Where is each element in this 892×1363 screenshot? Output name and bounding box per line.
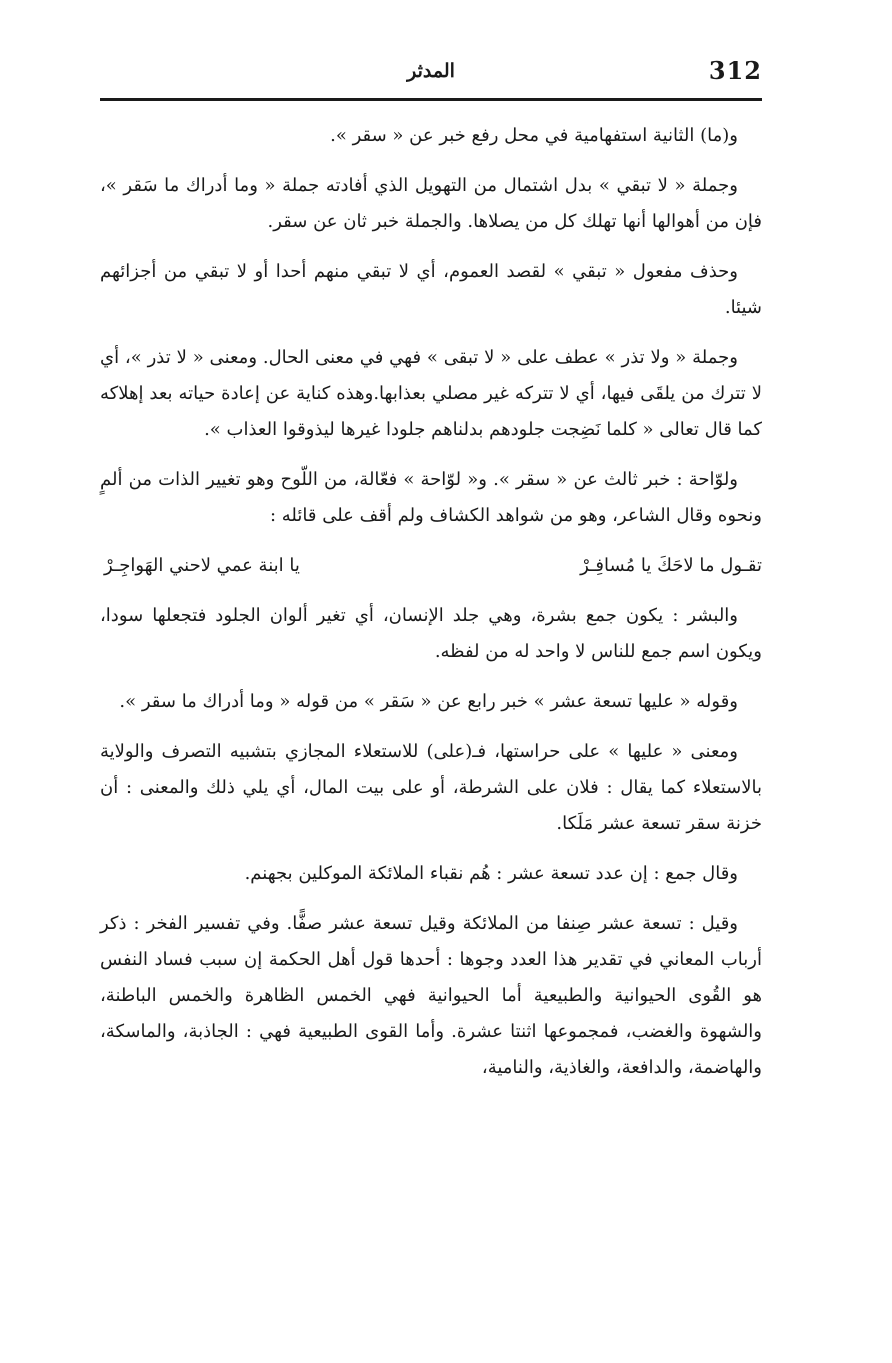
paragraph: والبشر : يكون جمع بشرة، وهي جلد الإنسان، أي تغير ألوان الجلود فتجعلها سودا، ويكون اسم جمع للناس لا واحد له من لفظه.: [100, 605, 762, 662]
verse-first-hemistich: تقـول ما لاحَكَ يا مُسافِـرْ: [580, 555, 762, 576]
paragraph: وقيل : تسعة عشر صِنفا من الملائكة وقيل تسعة عشر صفًّا. وفي تفسير الفخر : ذكر أرباب المعاني في تقدير هذا العدد وجوها : أحدها قول أهل الحكمة إن سبب فساد النفس هو القُوى الحيوانية والطبيعية أما الحيوانية فهي الخمس الظاهرة والخمس الباطنة، والشهوة والغضب، فمجموعها اثنتا عشرة. وأما القوى الطبيعية فهي : الجاذبة، والماسكة، والهاضمة، والدافعة، والغاذية، والنامية،: [100, 913, 762, 1078]
page-header: [100, 54, 762, 94]
paragraph: وجملة « ولا تذر » عطف على « لا تبقى » فهي في معنى الحال. ومعنى « لا تذر »، أي لا تترك من يلقَى فيها، أي لا تتركه غير مصلي بعذابها.وهذه كناية عن إعادة حياته بعد إهلاكه كما قال تعالى « كلما نَضِجت جلودهم بدلناهم جلودا غيرها ليذوقوا العذاب ».: [100, 347, 762, 440]
paragraph: وحذف مفعول « تبقي » لقصد العموم، أي لا تبقي منهم أحدا أو لا تبقي من أجزائهم شيئا.: [100, 261, 762, 318]
page-number: 312: [708, 56, 762, 85]
paragraph: وقال جمع : إن عدد تسعة عشر : هُم نقباء الملائكة الموكلين بجهنم.: [244, 863, 738, 884]
paragraph: و(ما) الثانية استفهامية في محل رفع خبر عن « سقر ».: [330, 125, 738, 146]
header-rule: [100, 98, 762, 101]
paragraph: ولوّاحة : خبر ثالث عن « سقر ». و« لوّاحة » فعّالة، من اللّوح وهو تغيير الذات من ألمٍ ونحوه وقال الشاعر، وهو من شواهد الكشاف ولم أقف على قائله :: [100, 469, 762, 526]
running-title: المدثر: [407, 60, 455, 82]
poetry-verse: [100, 548, 762, 584]
verse-second-hemistich: يا ابنة عمي لاحني الهَواجِـرْ: [104, 555, 300, 576]
page-body: [100, 118, 762, 1100]
paragraph: وقوله « عليها تسعة عشر » خبر رابع عن « سَقر » من قوله « وما أدراك ما سقر ».: [119, 691, 738, 712]
paragraph: ومعنى « عليها » على حراستها، فـ(على) للاستعلاء المجازي بتشبيه التصرف والولاية بالاستعلاء كما يقال : فلان على الشرطة، أو على بيت المال، أي يلي ذلك والمعنى : أن خزنة سقر تسعة عشر مَلَكا.: [100, 741, 762, 834]
paragraph: وجملة « لا تبقي » بدل اشتمال من التهويل الذي أفادته جملة « وما أدراك ما سَقر »، فإن من أهوالها أنها تهلك كل من يصلاها. والجملة خبر ثان عن سقر.: [100, 175, 762, 232]
